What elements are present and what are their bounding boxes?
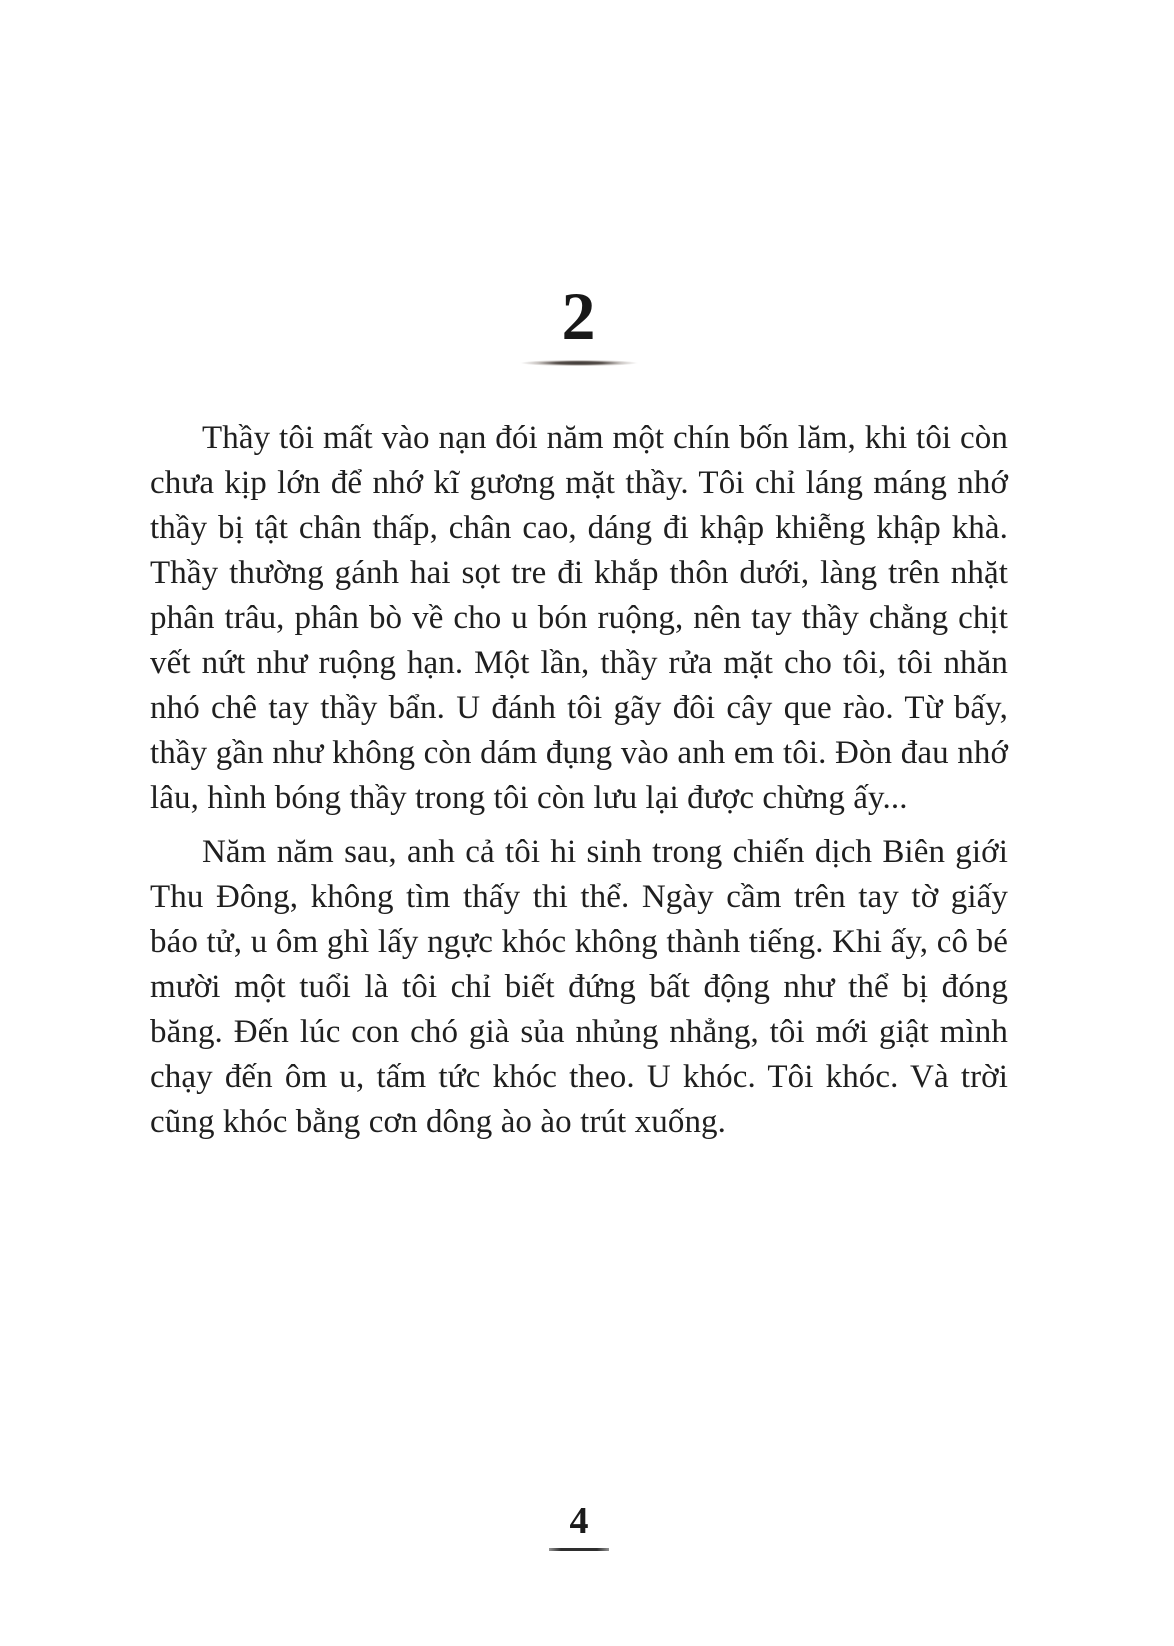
page-number: 4 (569, 1500, 589, 1542)
page-number-rule (549, 1548, 609, 1551)
chapter-divider-rule (520, 360, 638, 366)
page-footer (150, 1500, 1008, 1551)
chapter-number: 2 (561, 278, 597, 354)
body-text (150, 416, 1008, 1154)
paragraph-1: Thầy tôi mất vào nạn đói năm một chín bốn lăm, khi tôi còn chưa kịp lớn để nhớ kĩ gương mặt thầy. Tôi chỉ láng máng nhớ thầy bị tật chân thấp, chân cao, dáng đi khập khiễng khập khà. Thầy thường gánh hai sọt tre đi khắp thôn dưới, làng trên nhặt phân trâu, phân bò về cho u bón ruộng, nên tay thầy chằng chịt vết nứt như ruộng hạn. Một lần, thầy rửa mặt cho tôi, tôi nhăn nhó chê tay thầy bẩn. U đánh tôi gãy đôi cây que rào. Từ bấy, thầy gần như không còn dám đụng vào anh em tôi. Đòn đau nhớ lâu, hình bóng thầy trong tôi còn lưu lại được chừng ấy... (150, 420, 1008, 816)
chapter-header (150, 280, 1008, 366)
paragraph-2: Năm năm sau, anh cả tôi hi sinh trong chiến dịch Biên giới Thu Đông, không tìm thấy thi thể. Ngày cầm trên tay tờ giấy báo tử, u ôm ghì lấy ngực khóc không thành tiếng. Khi ấy, cô bé mười một tuổi là tôi chỉ biết đứng bất động như thể bị đóng băng. Đến lúc con chó già sủa nhủng nhẳng, tôi mới giật mình chạy đến ôm u, tấm tức khóc theo. U khóc. Tôi khóc. Và trời cũng khóc bằng cơn dông ào ào trút xuống. (150, 834, 1008, 1140)
